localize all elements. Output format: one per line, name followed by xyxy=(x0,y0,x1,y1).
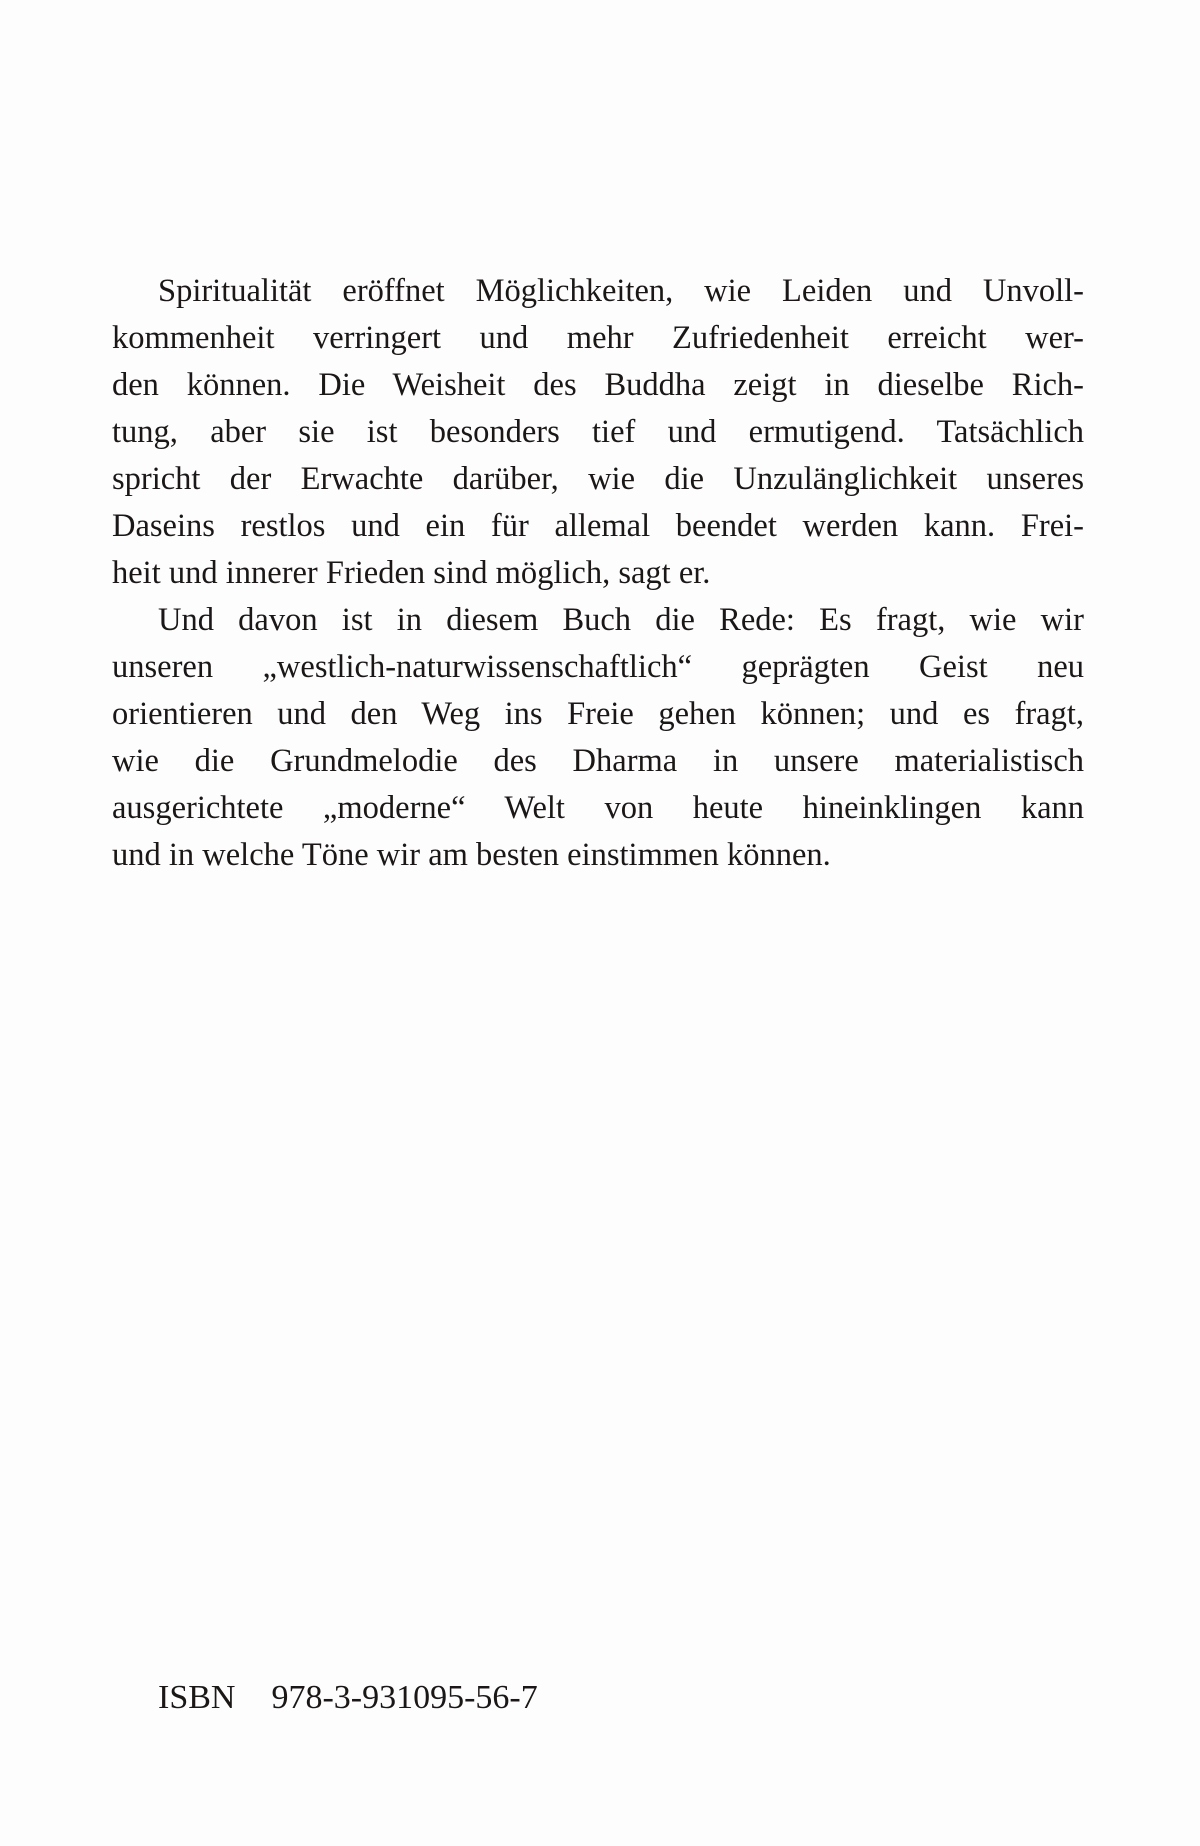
paragraph-1 xyxy=(112,268,1084,597)
text-line: heit und innerer Frieden sind möglich, sagt er. xyxy=(112,555,711,591)
isbn-label: ISBN xyxy=(158,1679,236,1716)
text-line: Daseins restlos und ein für allemal beendet werden kann. Frei- xyxy=(112,508,1084,544)
paragraph-2 xyxy=(112,597,1084,879)
text-line: Spiritualität eröffnet Möglichkeiten, wie Leiden und Unvoll- xyxy=(158,273,1084,309)
isbn xyxy=(158,1674,538,1722)
isbn-number: 978-3-931095-56-7 xyxy=(271,1679,538,1716)
text-line: wie die Grundmelodie des Dharma in unsere materialistisch xyxy=(112,743,1084,779)
body-text xyxy=(112,268,1084,879)
text-line: orientieren und den Weg ins Freie gehen können; und es fragt, xyxy=(112,696,1084,732)
text-line: den können. Die Weisheit des Buddha zeigt in dieselbe Rich- xyxy=(112,367,1084,403)
text-line: kommenheit verringert und mehr Zufriedenheit erreicht wer- xyxy=(112,320,1084,356)
text-line: tung, aber sie ist besonders tief und ermutigend. Tatsächlich xyxy=(112,414,1084,450)
text-line: und in welche Töne wir am besten einstimmen können. xyxy=(112,837,831,873)
text-line: spricht der Erwachte darüber, wie die Unzulänglichkeit unseres xyxy=(112,461,1084,497)
text-line: unseren „westlich-naturwissenschaftlich“ geprägten Geist neu xyxy=(112,649,1084,685)
text-line: ausgerichtete „moderne“ Welt von heute hineinklingen kann xyxy=(112,790,1084,826)
text-line: Und davon ist in diesem Buch die Rede: Es fragt, wie wir xyxy=(158,602,1084,638)
